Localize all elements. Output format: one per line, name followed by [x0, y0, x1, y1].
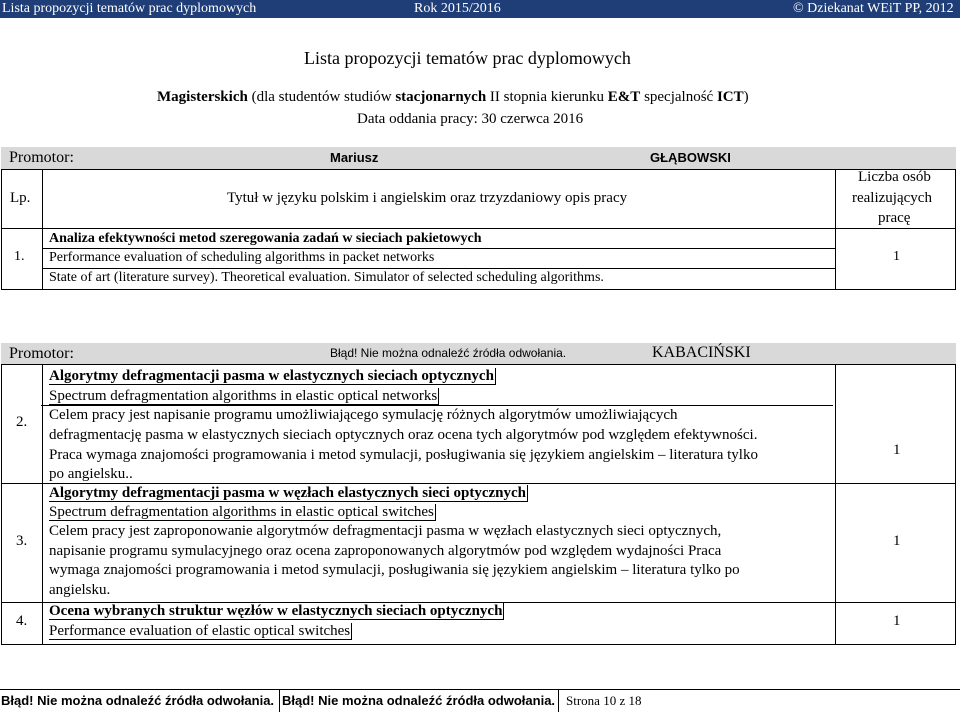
submission-date: Data oddania pracy: 30 czerwca 2016 [357, 111, 584, 127]
footer-rule [0, 689, 960, 690]
row-3-title-en [49, 504, 436, 521]
promotor-first-name-error: Błąd! Nie można odnaleźć źródła odwołania. [330, 346, 567, 360]
row-1-title-pl: Analiza efektywności metod szeregowania zadań w sieciach pakietowych [49, 231, 482, 246]
promotor-first-name: Mariusz [330, 150, 379, 165]
row-1-description: State of art (literature survey). Theoretical evaluation. Simulator of selected scheduling algorithms. [49, 270, 604, 285]
row-4-title-en [49, 623, 352, 640]
column-header-title: Tytuł w języku polskim i angielskim oraz trzyzdaniowy opis pracy [227, 190, 628, 206]
subtitle-field: E&T [607, 89, 641, 105]
column-header-lp: Lp. [10, 190, 31, 206]
row-3-desc-line2: napisanie programu symulacyjnego oraz ocena zaproponowanych algorytmów pod względem wydajności Praca [49, 543, 722, 559]
row-2-desc-line2: defragmentację pasma w elastycznych sieciach optycznych oraz ocena tych algorytmów pod względem efektywności. [49, 427, 758, 443]
row-3-title-en-text: Spectrum defragmentation algorithms in elastic optical switches [49, 504, 434, 520]
row-3-desc-line3: wymaga znajomości programowania i metod symulacji, posługiwania się językiem angielskim – literatura tylko po [49, 562, 740, 578]
document-header-bar [0, 0, 960, 18]
page-title: Lista propozycji tematów prac dyplomowych [304, 48, 631, 68]
row-2-desc-line4: po angielsku.. [49, 466, 133, 482]
row-3-title-pl-text: Algorytmy defragmentacji pasma w węzłach elastycznych sieci optycznych [49, 485, 526, 501]
promotor-bar-2 [1, 343, 956, 364]
column-header-count-line3: pracę [878, 210, 911, 226]
row-3-desc-line4: angielsku. [49, 582, 111, 598]
row-3-number: 3. [16, 533, 28, 549]
row-4-title-pl [49, 603, 504, 620]
footer-error-2: Błąd! Nie można odnaleźć źródła odwołania. [282, 693, 556, 708]
header-left-text: Lista propozycji tematów prac dyplomowych [2, 1, 257, 16]
promotor-bar-1 [1, 147, 956, 169]
column-header-count-line1: Liczba osób [858, 169, 931, 185]
row-4-count: 1 [893, 613, 901, 629]
footer-page-number: Strona 10 z 18 [566, 693, 642, 708]
row-4-title-en-text: Performance evaluation of elastic optical switches [49, 623, 351, 639]
promotor-last-name: KABACIŃSKI [652, 344, 751, 361]
page-subtitle [157, 89, 749, 106]
row-2-desc-line1: Celem pracy jest napisanie programu umożliwiającego symulację różnych algorytmów umożliwiających [49, 407, 678, 423]
promotor-label: Promotor: [9, 345, 74, 362]
row-2-title-pl [49, 368, 496, 385]
subtitle-text-1: (dla studentów studiów [247, 89, 396, 105]
subtitle-text-2: II stopnia kierunku [486, 89, 608, 105]
column-header-count-line2: realizujących [852, 190, 932, 206]
row-4-title-pl-text: Ocena wybranych struktur węzłów w elastycznych sieciach optycznych [49, 603, 503, 619]
row-1-number: 1. [14, 249, 25, 264]
subtitle-specialty: ICT [716, 89, 744, 105]
row-2-desc-line3: Praca wymaga znajomości programowania i metod symulacji, posługiwania się językiem angielskim – literatura tylko [49, 447, 758, 463]
promotor-last-name: GŁĄBOWSKI [650, 150, 731, 165]
header-right-text: © Dziekanat WEiT PP, 2012 [793, 1, 954, 16]
row-3-count: 1 [893, 533, 901, 549]
row-2-title-pl-text: Algorytmy defragmentacji pasma w elastycznych sieciach optycznych [49, 368, 494, 384]
subtitle-text-4: ) [743, 89, 749, 105]
row-2-count: 1 [893, 442, 901, 458]
row-2-title-en [49, 388, 439, 405]
row-1-title-en: Performance evaluation of scheduling algorithms in packet networks [49, 250, 435, 265]
header-center-text: Rok 2015/2016 [414, 1, 501, 16]
subtitle-text-3: specjalność [640, 89, 717, 105]
row-2-number: 2. [16, 414, 28, 430]
subtitle-mode: stacjonarnych [395, 89, 487, 105]
subtitle-degree: Magisterskich [157, 89, 248, 105]
row-3-desc-line1: Celem pracy jest zaproponowanie algorytmów defragmentacji pasma w węzłach elastycznych sieci optycznych, [49, 523, 722, 539]
footer-error-1: Błąd! Nie można odnaleźć źródła odwołania. [1, 693, 275, 708]
row-2-title-en-text: Spectrum defragmentation algorithms in elastic optical networks [49, 388, 438, 404]
row-4-number: 4. [16, 613, 28, 629]
row-3-title-pl [49, 485, 528, 502]
promotor-label: Promotor: [9, 149, 74, 166]
row-1-count: 1 [893, 249, 900, 264]
